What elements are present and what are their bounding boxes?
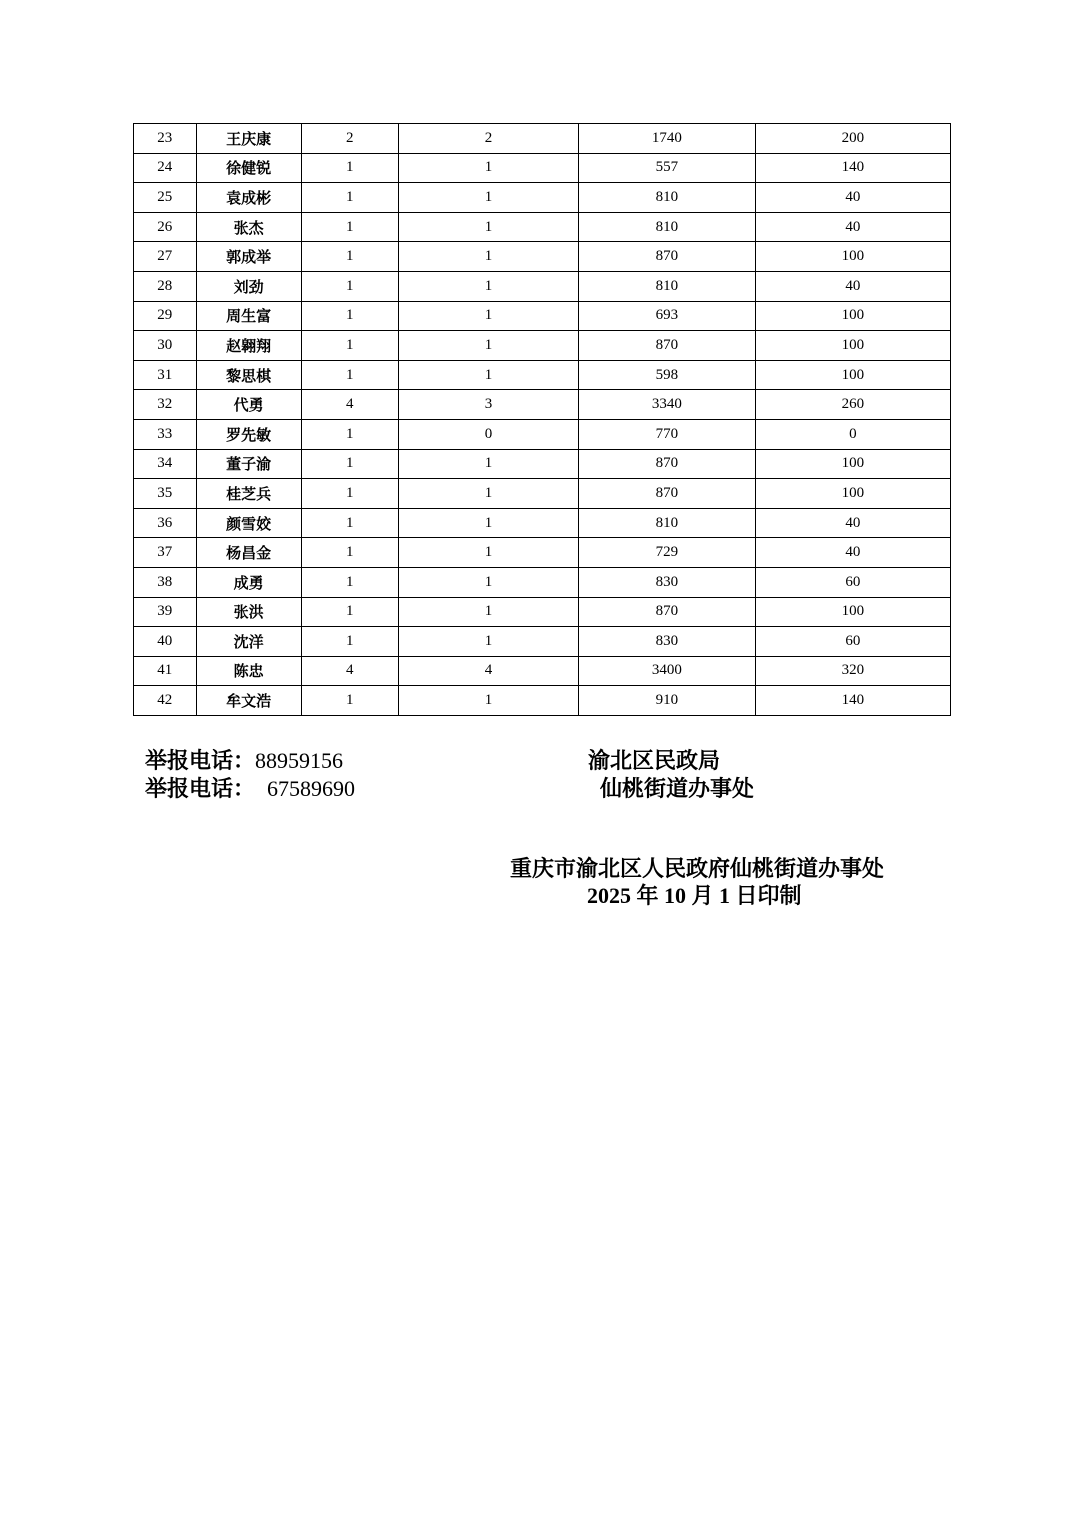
cell-insured-count: 1 xyxy=(398,360,578,390)
cell-name: 陈忠 xyxy=(196,656,301,686)
cell-household-size: 4 xyxy=(301,390,398,420)
table-row xyxy=(134,686,951,716)
cell-insured-count: 1 xyxy=(398,153,578,183)
cell-amount: 3340 xyxy=(579,390,756,420)
table-row xyxy=(134,153,951,183)
table-row xyxy=(134,538,951,568)
cell-name: 代勇 xyxy=(196,390,301,420)
hotline-number: 88959156 xyxy=(255,748,344,773)
hotline-number: 67589690 xyxy=(267,776,356,801)
cell-household-size: 1 xyxy=(301,449,398,479)
hotline-label: 举报电话： xyxy=(145,776,256,801)
cell-row-index: 25 xyxy=(134,183,197,213)
issuer: 重庆市渝北区人民政府仙桃街道办事处 xyxy=(510,856,885,881)
cell-row-index: 32 xyxy=(134,390,197,420)
cell-name: 沈洋 xyxy=(196,627,301,657)
cell-row-index: 41 xyxy=(134,656,197,686)
cell-insured-count: 0 xyxy=(398,419,578,449)
cell-amount: 1740 xyxy=(579,124,756,154)
cell-amount: 870 xyxy=(579,597,756,627)
cell-row-index: 39 xyxy=(134,597,197,627)
cell-insured-count: 1 xyxy=(398,597,578,627)
cell-extra-amount: 100 xyxy=(755,301,950,331)
cell-household-size: 1 xyxy=(301,567,398,597)
cell-name: 董子渝 xyxy=(196,449,301,479)
table-row xyxy=(134,301,951,331)
cell-name: 刘劲 xyxy=(196,271,301,301)
table-row xyxy=(134,242,951,272)
cell-amount: 810 xyxy=(579,508,756,538)
cell-row-index: 23 xyxy=(134,124,197,154)
cell-household-size: 1 xyxy=(301,153,398,183)
cell-name: 徐健锐 xyxy=(196,153,301,183)
cell-household-size: 1 xyxy=(301,360,398,390)
cell-insured-count: 1 xyxy=(398,567,578,597)
hotline-1 xyxy=(145,744,343,775)
org-civil-affairs: 渝北区民政局 xyxy=(588,748,721,773)
cell-extra-amount: 320 xyxy=(755,656,950,686)
cell-amount: 910 xyxy=(579,686,756,716)
cell-amount: 3400 xyxy=(579,656,756,686)
cell-row-index: 26 xyxy=(134,212,197,242)
cell-household-size: 1 xyxy=(301,627,398,657)
table-row xyxy=(134,479,951,509)
cell-extra-amount: 40 xyxy=(755,538,950,568)
cell-household-size: 1 xyxy=(301,183,398,213)
table-row xyxy=(134,212,951,242)
cell-name: 牟文浩 xyxy=(196,686,301,716)
cell-row-index: 36 xyxy=(134,508,197,538)
cell-amount: 830 xyxy=(579,627,756,657)
cell-insured-count: 1 xyxy=(398,449,578,479)
cell-insured-count: 1 xyxy=(398,508,578,538)
cell-insured-count: 1 xyxy=(398,627,578,657)
cell-insured-count: 1 xyxy=(398,479,578,509)
table-row xyxy=(134,627,951,657)
cell-household-size: 1 xyxy=(301,538,398,568)
cell-amount: 870 xyxy=(579,449,756,479)
cell-name: 成勇 xyxy=(196,567,301,597)
table-row xyxy=(134,271,951,301)
cell-row-index: 37 xyxy=(134,538,197,568)
cell-name: 桂芝兵 xyxy=(196,479,301,509)
cell-amount: 557 xyxy=(579,153,756,183)
cell-household-size: 1 xyxy=(301,419,398,449)
cell-household-size: 1 xyxy=(301,597,398,627)
cell-insured-count: 4 xyxy=(398,656,578,686)
cell-row-index: 30 xyxy=(134,331,197,361)
table-row xyxy=(134,183,951,213)
cell-household-size: 2 xyxy=(301,124,398,154)
table-row xyxy=(134,124,951,154)
table-row xyxy=(134,331,951,361)
cell-extra-amount: 100 xyxy=(755,360,950,390)
cell-extra-amount: 0 xyxy=(755,419,950,449)
cell-amount: 810 xyxy=(579,212,756,242)
cell-row-index: 24 xyxy=(134,153,197,183)
cell-insured-count: 1 xyxy=(398,212,578,242)
cell-extra-amount: 40 xyxy=(755,183,950,213)
cell-household-size: 1 xyxy=(301,242,398,272)
cell-row-index: 29 xyxy=(134,301,197,331)
hotline-label: 举报电话： xyxy=(145,748,256,773)
cell-amount: 598 xyxy=(579,360,756,390)
cell-household-size: 1 xyxy=(301,271,398,301)
cell-household-size: 1 xyxy=(301,479,398,509)
cell-extra-amount: 260 xyxy=(755,390,950,420)
cell-row-index: 27 xyxy=(134,242,197,272)
cell-insured-count: 1 xyxy=(398,686,578,716)
cell-insured-count: 2 xyxy=(398,124,578,154)
cell-name: 颜雪姣 xyxy=(196,508,301,538)
cell-amount: 830 xyxy=(579,567,756,597)
table-row xyxy=(134,449,951,479)
cell-row-index: 38 xyxy=(134,567,197,597)
cell-household-size: 1 xyxy=(301,301,398,331)
cell-extra-amount: 60 xyxy=(755,627,950,657)
cell-household-size: 1 xyxy=(301,212,398,242)
cell-extra-amount: 60 xyxy=(755,567,950,597)
cell-insured-count: 1 xyxy=(398,538,578,568)
cell-insured-count: 1 xyxy=(398,242,578,272)
cell-row-index: 34 xyxy=(134,449,197,479)
cell-extra-amount: 100 xyxy=(755,597,950,627)
cell-amount: 770 xyxy=(579,419,756,449)
cell-extra-amount: 140 xyxy=(755,153,950,183)
cell-household-size: 4 xyxy=(301,656,398,686)
cell-household-size: 1 xyxy=(301,508,398,538)
cell-name: 罗先敏 xyxy=(196,419,301,449)
hotline-2 xyxy=(145,772,355,803)
cell-extra-amount: 100 xyxy=(755,449,950,479)
print-date: 2025 年 10 月 1 日印制 xyxy=(587,883,802,908)
cell-household-size: 1 xyxy=(301,686,398,716)
cell-extra-amount: 40 xyxy=(755,271,950,301)
cell-name: 袁成彬 xyxy=(196,183,301,213)
cell-insured-count: 3 xyxy=(398,390,578,420)
cell-row-index: 31 xyxy=(134,360,197,390)
subsidy-table xyxy=(133,123,951,716)
cell-extra-amount: 100 xyxy=(755,479,950,509)
table-row xyxy=(134,419,951,449)
cell-name: 周生富 xyxy=(196,301,301,331)
cell-insured-count: 1 xyxy=(398,271,578,301)
cell-insured-count: 1 xyxy=(398,183,578,213)
table-row xyxy=(134,360,951,390)
cell-extra-amount: 140 xyxy=(755,686,950,716)
cell-amount: 729 xyxy=(579,538,756,568)
cell-extra-amount: 200 xyxy=(755,124,950,154)
cell-extra-amount: 100 xyxy=(755,242,950,272)
cell-name: 赵翱翔 xyxy=(196,331,301,361)
cell-insured-count: 1 xyxy=(398,301,578,331)
cell-name: 郭成举 xyxy=(196,242,301,272)
cell-name: 张杰 xyxy=(196,212,301,242)
cell-name: 杨昌金 xyxy=(196,538,301,568)
table-row xyxy=(134,390,951,420)
cell-row-index: 42 xyxy=(134,686,197,716)
table-row xyxy=(134,656,951,686)
cell-extra-amount: 100 xyxy=(755,331,950,361)
table-row xyxy=(134,597,951,627)
cell-amount: 870 xyxy=(579,479,756,509)
cell-row-index: 40 xyxy=(134,627,197,657)
cell-name: 黎思棋 xyxy=(196,360,301,390)
cell-amount: 693 xyxy=(579,301,756,331)
cell-amount: 810 xyxy=(579,183,756,213)
cell-extra-amount: 40 xyxy=(755,508,950,538)
org-subdistrict: 仙桃街道办事处 xyxy=(600,776,755,801)
cell-name: 张洪 xyxy=(196,597,301,627)
cell-row-index: 35 xyxy=(134,479,197,509)
cell-extra-amount: 40 xyxy=(755,212,950,242)
cell-amount: 870 xyxy=(579,242,756,272)
table-row xyxy=(134,508,951,538)
table-row xyxy=(134,567,951,597)
cell-amount: 870 xyxy=(579,331,756,361)
cell-household-size: 1 xyxy=(301,331,398,361)
cell-row-index: 28 xyxy=(134,271,197,301)
cell-amount: 810 xyxy=(579,271,756,301)
cell-row-index: 33 xyxy=(134,419,197,449)
cell-name: 王庆康 xyxy=(196,124,301,154)
cell-insured-count: 1 xyxy=(398,331,578,361)
